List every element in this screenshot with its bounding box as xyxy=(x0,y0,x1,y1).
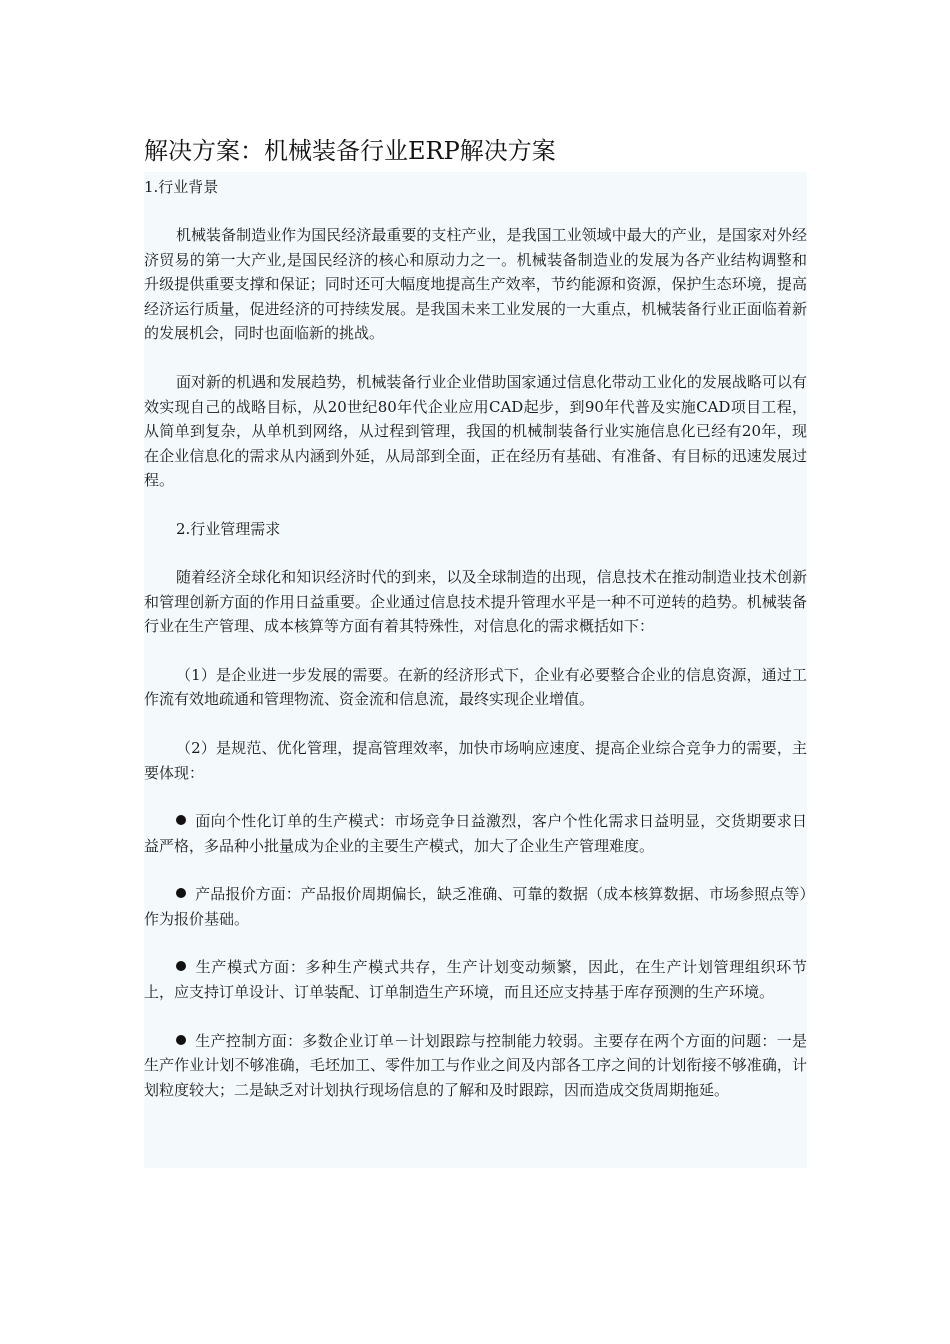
bullet-item xyxy=(144,882,807,931)
bullet-text: 面向个性化订单的生产模式：市场竞争日益激烈，客户个性化需求日益明显，交货期要求日益严格，多品种小批量成为企业的主要生产模式，加大了企业生产管理难度。 xyxy=(144,812,807,855)
bullet-icon xyxy=(176,815,186,825)
paragraph-need-2: （2）是规范、优化管理，提高管理效率，加快市场响应速度、提高企业综合竞争力的需要，主要体现： xyxy=(144,738,807,782)
paragraph-informatization-history: 面对新的机遇和发展趋势，机械装备行业企业借助国家通过信息化带动工业化的发展战略可以有效实现自己的战略目标，从20世纪80年代企业应用CAD起步，到90年代普及实施CAD项目工程，从简单到复杂，从单机到网络，从过程到管理，我国的机械制装备行业实施信息化已经有20年，现在企业信息化的需求从内涵到外延，从局部到全面，正在经历有基础、有准备、有目标的迅速发展过程。 xyxy=(144,372,807,490)
bullet-item xyxy=(144,1029,807,1103)
document-body xyxy=(144,172,807,1168)
bullet-item xyxy=(144,955,807,1004)
bullet-text: 生产控制方面：多数企业订单－计划跟踪与控制能力较弱。主要存在两个方面的问题：一是生产作业计划不够准确，毛坯加工、零件加工与作业之间及内部各工序之间的计划衔接不够准确，计划粒度较大；二是缺乏对计划执行现场信息的了解和及时跟踪，因而造成交货周期拖延。 xyxy=(144,1031,807,1099)
bullet-icon xyxy=(176,961,186,971)
paragraph-needs-intro: 随着经济全球化和知识经济时代的到来，以及全球制造的出现，信息技术在推动制造业技术创新和管理创新方面的作用日益重要。企业通过信息技术提升管理水平是一种不可逆转的趋势。机械装备行业在生产管理、成本核算等方面有着其特殊性，对信息化的需求概括如下： xyxy=(144,567,807,636)
bullet-item xyxy=(144,809,807,858)
bullet-icon xyxy=(176,1035,186,1045)
paragraph-need-1: （1）是企业进一步发展的需要。在新的经济形式下，企业有必要整合企业的信息资源，通过工作流有效地疏通和管理物流、资金流和信息流，最终实现企业增值。 xyxy=(144,665,807,709)
section-heading-background: 1.行业背景 xyxy=(144,178,219,196)
bullet-text: 产品报价方面：产品报价周期偏长，缺乏准确、可靠的数据（成本核算数据、市场参照点等）作为报价基础。 xyxy=(144,885,807,928)
paragraph-industry-overview: 机械装备制造业作为国民经济最重要的支柱产业，是我国工业领域中最大的产业，是国家对外经济贸易的第一大产业,是国民经济的核心和原动力之一。机械装备制造业的发展为各产业结构调整和升级提供重要支撑和保证；同时还可大幅度地提高生产效率，节约能源和资源，保护生态环境，提高经济运行质量，促进经济的可持续发展。是我国未来工业发展的一大重点，机械装备行业正面临着新的发展机会，同时也面临新的挑战。 xyxy=(144,226,807,343)
bullet-icon xyxy=(176,888,186,898)
document-title: 解决方案：机械装备行业ERP解决方案 xyxy=(144,137,556,165)
bullet-text: 生产模式方面：多种生产模式共存，生产计划变动频繁，因此，在生产计划管理组织环节上，应支持订单设计、订单装配、订单制造生产环境，而且还应支持基于库存预测的生产环境。 xyxy=(144,958,807,1002)
section-heading-management-needs: 2.行业管理需求 xyxy=(176,519,281,538)
